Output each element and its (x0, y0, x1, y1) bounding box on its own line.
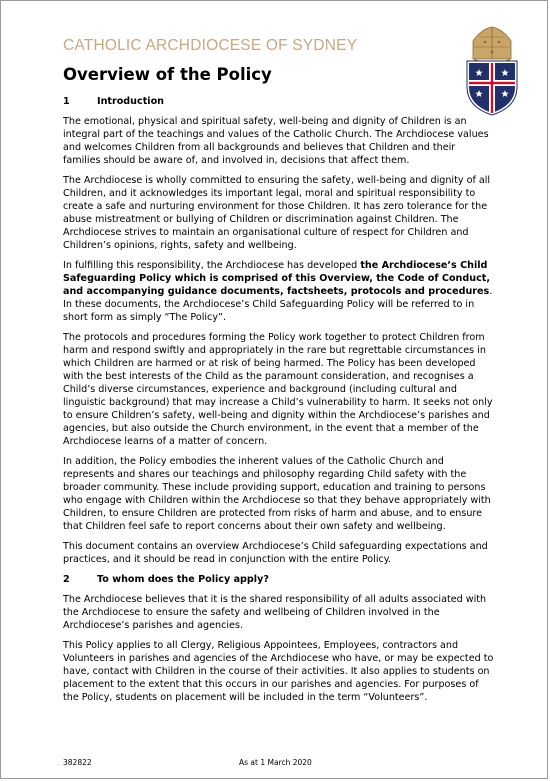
section-number: 2 (63, 574, 70, 585)
section-number: 1 (63, 96, 70, 107)
footer-doc-number: 382822 (63, 758, 92, 767)
paragraph-text: . In these documents, the Archdiocese’s Child Safeguarding Policy will be referred to in short form as simply “The Policy”. (63, 286, 493, 323)
paragraph-policy-definition (63, 259, 495, 324)
document-body (63, 95, 495, 711)
paragraph-text: In fulfilling this responsibility, the Archdiocese has developed (63, 260, 361, 271)
paragraph: This Policy applies to all Clergy, Religious Appointees, Employees, contractors and Volunteers in parishes and agencies of the Archdiocese who have, or may be expected to have, contact with Children in the course of their activities. It also applies to students on placement to the extent that this occurs in our parishes and agencies. For purposes of the Policy, students on placement will be included in the term “Volunteers”. (63, 640, 494, 703)
paragraph-bold-text: the Archdiocese’s Child Safeguarding Policy which is comprised of this Overview, the Code of Conduct, and accompanying guidance documents, factsheets, protocols and procedures (63, 260, 490, 297)
section-title: To whom does the Policy apply? (97, 574, 269, 585)
footer-date: As at 1 March 2020 (239, 758, 312, 767)
section-title: Introduction (97, 96, 164, 107)
paragraph: The protocols and procedures forming the Policy work together to protect Children from harm and respond swiftly and appropriately in the rare but regrettable circumstances in which Children are harmed or at risk of being harmed. The Policy has been developed with the best interests of the Child as the paramount consideration, and recognises a Child’s diverse circumstances, experience and background (including cultural and linguistic background) that may increase a Child’s vulnerability to harm. It seeks not only to ensure Children’s safety, well-being and dignity within the Archdiocese’s parishes and agencies, but also outside the Church environment, in the event that a member of the Archdiocese learns of a matter of concern. (63, 332, 493, 447)
section-heading-introduction (63, 95, 495, 108)
paragraph: The Archdiocese believes that it is the shared responsibility of all adults associated with the Archdiocese to ensure the safety and wellbeing of Children involved in the Archdiocese’s parishes and agencies. (63, 594, 487, 631)
paragraph: The Archdiocese is wholly committed to ensuring the safety, well-being and dignity of all Children, and it acknowledges its important legal, moral and spiritual responsibility to create a safe and nurturing environment for those Children. It has zero tolerance for the abuse mistreatment or bullying of Children or discrimination against Children. The Archdiocese strives to maintain an organisational culture of respect for Children and Children’s opinions, rights, safety and wellbeing. (63, 175, 491, 251)
paragraph: The emotional, physical and spiritual safety, well-being and dignity of Children is an integral part of the teachings and values of the Catholic Church. The Archdiocese values and welcomes Children from all backgrounds and believes that Children and their families should be aware of, and involved in, decisions that affect them. (63, 116, 489, 166)
organisation-name: CATHOLIC ARCHDIOCESE OF SYDNEY (63, 37, 358, 54)
paragraph: In addition, the Policy embodies the inherent values of the Catholic Church and represents and shares our teachings and philosophy regarding Child safety with the broader community. These include providing support, education and training to persons who engage with Children within the Archdiocese so that they behave appropriately with Children, to ensure Children are protected from risks of harm and abuse, and to ensure that Children feel safe to report concerns about their own safety and wellbeing. (63, 456, 491, 532)
page-title: Overview of the Policy (63, 65, 272, 84)
paragraph: This document contains an overview Archdiocese’s Child safeguarding expectations and practices, and it should be read in conjunction with the entire Policy. (63, 541, 488, 565)
section-heading-scope (63, 573, 495, 586)
